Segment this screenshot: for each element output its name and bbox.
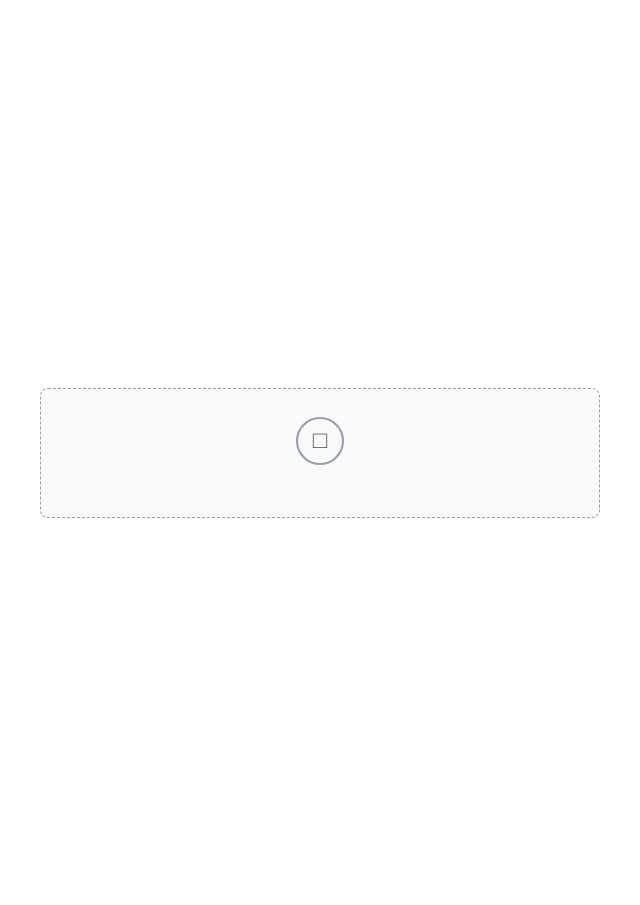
image-missing-icon: □ (296, 417, 344, 465)
placeholder-notice (40, 388, 600, 518)
